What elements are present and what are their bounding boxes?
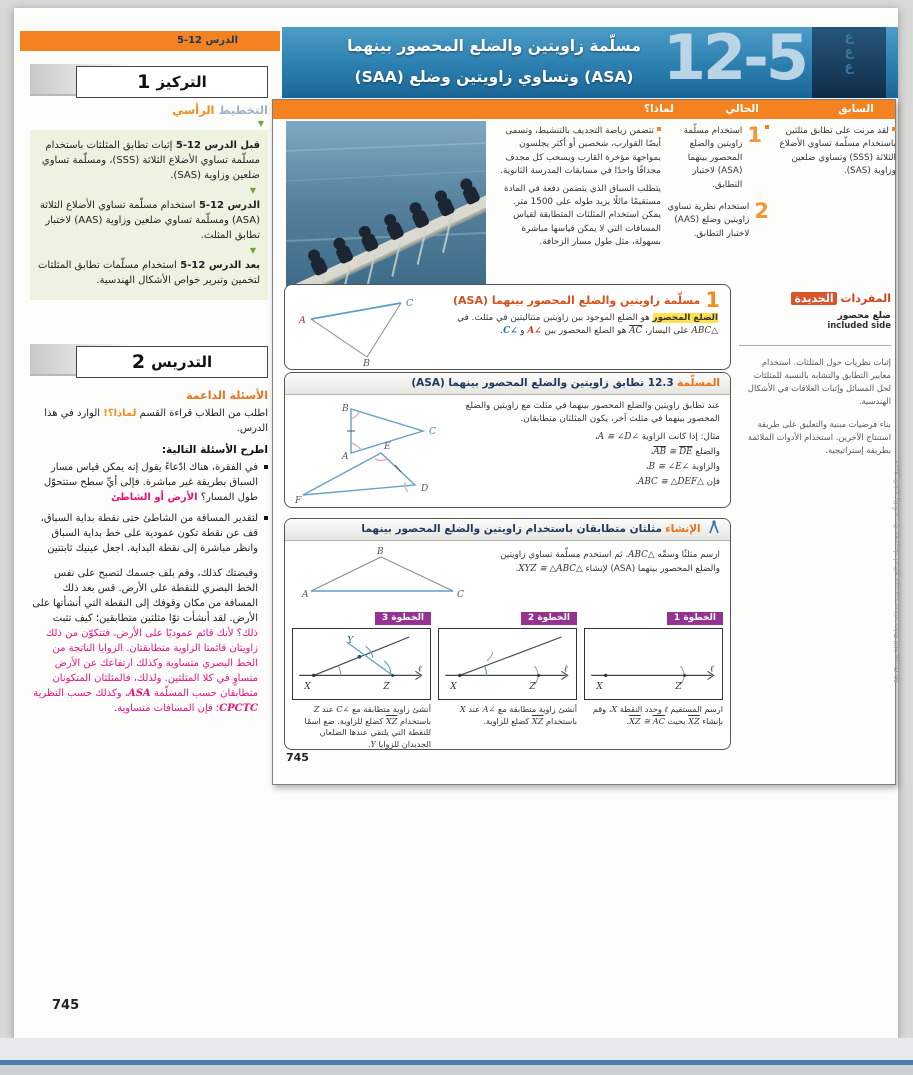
step-label: الخطوة 2 xyxy=(521,612,577,625)
objectives-column xyxy=(667,125,769,250)
standards-paragraph-2: بناء فرضيات مبنية والتعليق على طريقة استنتاج الآخرين. استخدام الأدوات الملائمة بطريقة إستراتيجية. xyxy=(747,419,891,455)
postulate-box xyxy=(284,372,731,508)
lesson-title xyxy=(290,31,698,93)
copyright-vertical-text: حقوق الطبع والتأليف © محفوظة لصالح مؤسسة McGraw-Hill Education xyxy=(893,460,901,683)
down-arrow-icon: ▼ xyxy=(249,186,256,195)
scaffolding-intro: اطلب من الطلاب قراءة القسم لماذا؟! الوارد في هذا الدرس. xyxy=(44,408,268,434)
concept-box-asa xyxy=(284,284,731,370)
orange-bullet-icon xyxy=(765,125,769,129)
vocab-term-english: included side xyxy=(827,321,891,331)
why-column xyxy=(496,125,661,250)
question-1: في الفقرة، هناك ادّعاءً يقول إنه يمكن قياس مسار السباق بطريقة غير مباشرة. فإلى أيِّ سطح ستتحوّل طول المسار؟ الأرض أو الشاطئ xyxy=(30,460,268,505)
step-panel xyxy=(584,628,723,700)
objective-number: 1 xyxy=(747,123,762,147)
line-label-l: ℓ xyxy=(564,664,568,675)
postulate-title: 12.3 تطابق زاويتين والضلع المحصور بينهما (ASA) xyxy=(411,377,674,389)
vertex-label-c: C xyxy=(406,298,414,309)
square-bullet-icon xyxy=(264,516,268,520)
focus-number: 1 xyxy=(137,71,151,93)
tab-why: لماذا؟ xyxy=(643,103,675,115)
chapter-edge-tab xyxy=(812,27,886,98)
scaffolding-questions-heading: الأسئلة الداعمة xyxy=(186,389,268,402)
point-label-z: Z xyxy=(383,681,390,692)
previous-column xyxy=(778,125,896,179)
vertical-alignment-label: التخطيط الرأسي xyxy=(172,103,268,117)
student-page-frame xyxy=(272,99,896,785)
teach-number: 2 xyxy=(131,351,146,373)
step-panel xyxy=(438,628,577,700)
lesson-title-line2: (ASA) وتساوي زاويتين وضلع (SAA) xyxy=(354,68,634,86)
construction-label: الإنشاء xyxy=(665,523,701,535)
orange-bullet-icon xyxy=(892,127,896,131)
down-arrow-icon: ▼ xyxy=(257,119,264,128)
step-caption: أنشئ زاوية متطابقة مع ∠C عند Z باستخدام XZ كضلع للزاوية. ضع اسمًا للنقطة التي يلتقي عندها الضلعان الجديدان للزوايا Y. xyxy=(304,704,431,749)
prior-now-why-bar xyxy=(273,100,895,119)
ask-questions-lead: اطرح الأسئلة التالية: xyxy=(161,444,268,456)
rowing-crew-photo xyxy=(286,121,486,293)
question-2: لتقدير المسافة من الشاطئ حتى نقطة بداية السباق، قف عن نقطة تكون عمودية على خط بداية السباق وانظر مباشرة إلى نقطة البداية. اجعل عينيك ثابتتين xyxy=(30,511,268,556)
step1-figure xyxy=(585,629,722,699)
vocabulary-heading-word2: الجديدة xyxy=(791,292,836,305)
why-paragraph-2: يتطلب السباق الذي يتضمن دفعة في المادة مستقيمًا مائلًا يزيد طوله على 1500 متر. يمكن استخدام المثلثات المتطابقة لقياس المسافات التي لا يمكن قياسها مباشرة بسهولة، مثل طول مسار الزحافة. xyxy=(504,183,661,248)
objective-number: 2 xyxy=(754,199,769,224)
teacher-page-number: 745 xyxy=(52,998,80,1013)
down-arrow-icon: ▼ xyxy=(249,246,256,255)
after-lesson-paragraph: بعد الدرس 12-5 استخدام مسلّمات تطابق المثلثات لتخمين وتبرير خواص الأشكال الهندسية. xyxy=(38,260,260,286)
edge-glyph-icon: ع xyxy=(844,45,854,60)
concept-title: مسلّمة زاويتين والضلع المحصور بينهما (ASA) xyxy=(452,293,701,307)
standards-paragraph-1: إثبات نظريات حول المثلثات. استخدام معايير التطابق والتشابه بالنسبة للمثلثات لحل المسائل وإثبات العلاقات في الأشكال الهندسية. xyxy=(747,357,891,406)
step-panel xyxy=(292,628,431,700)
point-label-z: Z xyxy=(675,681,682,692)
postulate-line-3: والزاوية ∠B ≅ ∠E، xyxy=(645,462,720,473)
postulate-body xyxy=(462,400,720,490)
construction-triangle-abc xyxy=(301,545,471,601)
divider xyxy=(739,345,891,346)
step-label: الخطوة 3 xyxy=(375,612,431,625)
step3-figure xyxy=(293,629,430,699)
point-label-z: Z xyxy=(529,681,536,692)
answer-explanation: وقبضتك كذلك، وقم بلف جسمك لتصبح على نفس الخط البصري للنقطة على الأرض. قس بعد ذلك المسافة من مكان وقوفك إلى النقطة التي أنشأتها على الأرض. لقد أنشأت توًا مثلثين متطابقين؛ كيف تثبت ذلك؟ لأنك قائم عموديًا على الأرض، فتتكوّن من ذلك زاويتان قائمتا الزاوية متطابقتان. الزوايا الناتجة من الخط البصري متساوية وكذلك ارتفاعك عن الأرض متساوٍ في كلا المثلثين. ولذلك، فالمثلثان المتكونان متطابقان حسب المسلّمة ASA، وكذلك حسب النظرية CPCTC؛ فإن المسافات متساوية. xyxy=(32,568,258,714)
step-caption: أنشئ زاوية متطابقة مع ∠A عند X باستخدام XZ كضلع للزاوية. xyxy=(459,704,577,726)
bottom-band-lower xyxy=(0,1065,913,1075)
objective-text: استخدام مسلّمة زاويتين والضلع المحصور بينهما (ASA) لاختبار التطابق. xyxy=(683,126,743,190)
square-bullet-icon xyxy=(264,465,268,469)
postulate-line-4: فإن △ABC ≅ △DEF. xyxy=(635,477,720,488)
edge-glyph-icon: ع xyxy=(844,60,854,75)
vertical-alignment-box xyxy=(30,130,268,300)
lesson-strip-label: الدرس 12-5 xyxy=(176,35,238,46)
teacher-sidebar xyxy=(30,64,268,716)
edge-glyph-icon: ع xyxy=(844,30,854,45)
postulate-line-1: مثال: إذا كانت الزاوية ∠A ≅ ∠D، xyxy=(594,432,720,443)
vertex-label-c: C xyxy=(457,590,464,600)
point-label-x: X xyxy=(450,681,457,692)
vertex-label-a: A xyxy=(302,590,309,600)
section-number: 1 xyxy=(705,288,720,312)
focus-title: التركيز xyxy=(156,73,207,91)
point-label-y: Y xyxy=(347,636,354,647)
tab-current: الحالي xyxy=(725,103,759,115)
teach-title: التدريس xyxy=(151,353,213,371)
vertex-label-a: A xyxy=(342,452,349,462)
lesson-paragraph: الدرس 12-5 استخدام مسلّمة تساوي الأضلاع الثلاثة (ASA) ومسلّمة تساوي ضلعين وزاوية (AAS) لاختبار تطابق المثلث. xyxy=(39,200,260,241)
vertex-label-d: D xyxy=(421,484,429,494)
vertex-label-c: C xyxy=(429,427,436,437)
construction-step-2 xyxy=(438,605,577,750)
vocabulary-heading xyxy=(739,292,891,305)
construction-step-1 xyxy=(584,605,723,750)
objective-2 xyxy=(667,201,769,241)
vertex-label-a: A xyxy=(299,315,306,326)
vocab-term-arabic: ضلع محصور xyxy=(837,311,891,321)
teach-heading xyxy=(76,346,268,378)
construction-box xyxy=(284,518,731,750)
point-label-x: X xyxy=(304,681,311,692)
vertex-label-b: B xyxy=(342,404,349,414)
concept-body: الضلع المحصور هو الضلع الموجود بين زاويتين متتاليتين في مثلث. في △ABC على اليسار، AC هو الضلع المحصور بين ∠A و ∠C. xyxy=(457,313,718,337)
construction-header xyxy=(285,519,730,541)
vocabulary-heading-word1: المفردات xyxy=(840,292,891,305)
postulate-header xyxy=(285,373,730,395)
line-label-l: ℓ xyxy=(710,664,714,675)
lesson-number: 12-5 xyxy=(662,21,806,94)
previous-paragraph: لقد مرنت على تطابق مثلثين باستخدام مسلّمة تساوي الأضلاع الثلاثة (SSS) وتساوي ضلعين وزاوية (SAS). xyxy=(779,126,896,177)
postulate-statement: عند تطابق زاويتين والضلع المحصور بينهما في مثلث مع زاويتين والضلع المحصور بينهما في مثلث آخر، يكون المثلثان متطابقان. xyxy=(465,401,720,425)
congruent-triangles-diagram xyxy=(293,399,468,507)
step-label: الخطوة 1 xyxy=(667,612,723,625)
construction-title: مثلثان متطابقان باستخدام زاويتين والضلع المحصور بينهما xyxy=(361,523,662,535)
vertex-label-f: F xyxy=(295,496,302,506)
focus-heading-strip xyxy=(30,64,268,96)
focus-heading xyxy=(76,66,268,98)
step-caption: ارسم المستقيم ℓ وحدد النقطة X، وقم بإنشاء XZ بحيث XZ ≅ AC. xyxy=(592,704,723,726)
why-paragraph-1: تتضمن رياضة التجديف بالتنشيط، وتسمى أيضًا القوارب، شخصين أو أكثر يجلسون بمواجهة مؤخرة القارب ويسحب كل مجدف مجدافًا واحدًا في مسابقات المدرسة الثانوية. xyxy=(500,126,661,177)
lesson-banner xyxy=(282,21,898,98)
lesson-title-line1: مسلّمة زاويتين والضلع المحصور بينهما xyxy=(347,37,641,55)
triangle-abc-diagram xyxy=(295,293,455,367)
line-label-l: ℓ xyxy=(418,664,422,675)
vertex-label-e: E xyxy=(384,442,391,452)
tab-previous: السابق xyxy=(838,103,874,115)
teach-heading-strip xyxy=(30,344,268,376)
objective-1 xyxy=(667,125,769,192)
construction-intro: ارسم مثلثًا وسمِّه △ABC. ثم استخدم مسلّمة تساوي زاويتين والضلع المحصور بينهما (ASA) لإنشاء △XYZ ≅ △ABC. xyxy=(500,550,720,574)
before-lesson-paragraph: قبل الدرس 12-5 إثبات تطابق المثلثات باستخدام مسلّمة تساوي الأضلاع الثلاثة (SSS)، ومسلّمة تساوي ضلعين وزاوية (SAS). xyxy=(41,140,260,181)
student-page-number: 745 xyxy=(286,751,309,764)
construction-step-3 xyxy=(292,605,431,750)
bottom-band xyxy=(0,1038,913,1060)
lesson-strip xyxy=(20,31,280,51)
objective-text: استخدام نظرية تساوي زاويتين وضلع (AAS) لاختبار التطابق. xyxy=(667,202,750,239)
postulate-label: المسلّمة xyxy=(677,377,720,389)
vertex-label-b: B xyxy=(363,358,370,367)
postulate-line-2: والضلع AB ≅ DE، xyxy=(650,447,720,458)
orange-bullet-icon xyxy=(657,127,661,131)
construction-steps xyxy=(292,605,723,750)
point-label-x: X xyxy=(596,681,603,692)
vocabulary-column xyxy=(739,292,891,457)
step2-figure xyxy=(439,629,576,699)
concept-heading xyxy=(453,288,720,312)
vertex-label-b: B xyxy=(377,547,384,557)
compass-icon xyxy=(708,520,720,534)
